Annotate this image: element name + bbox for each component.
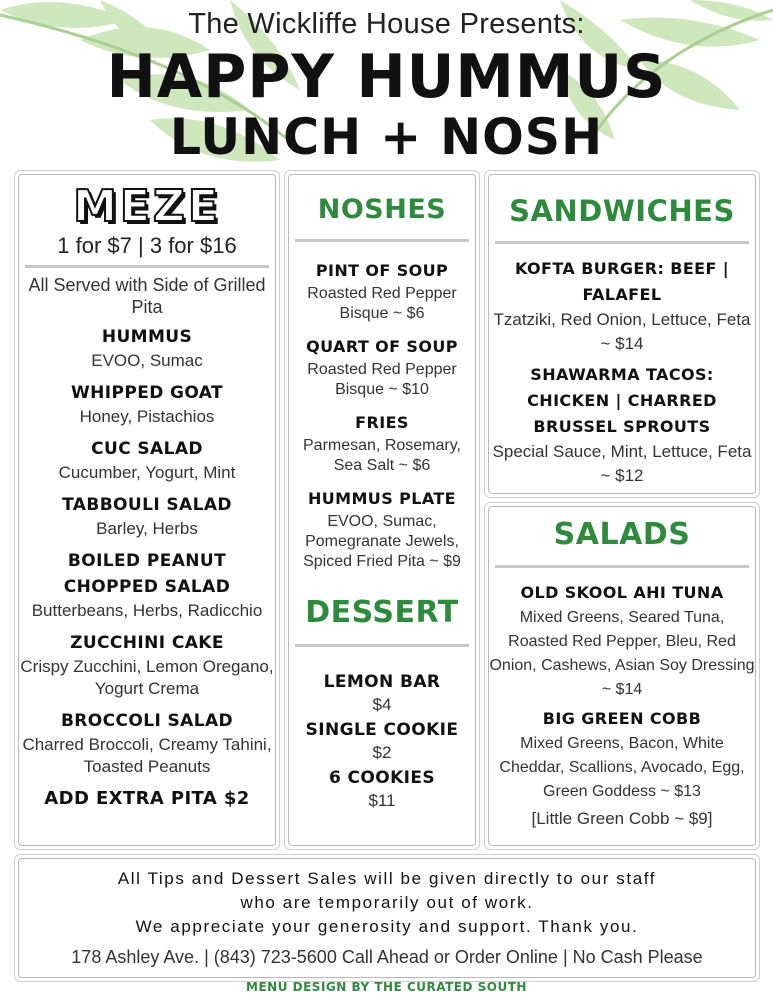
meze-item bbox=[19, 380, 275, 428]
item-description: EVOO, Sumac, Pomegranate Jewels, Spiced Fried Pita ~ $9 bbox=[303, 513, 461, 570]
item-name: BOILED PEANUT CHOPPED SALAD bbox=[63, 551, 231, 597]
salad-item bbox=[489, 580, 755, 702]
item-description: Special Sauce, Mint, Lettuce, Feta ~ $12 bbox=[492, 442, 752, 485]
item-name: KOFTA BURGER: BEEF | FALAFEL bbox=[514, 259, 730, 304]
item-name: 6 COOKIES bbox=[328, 768, 436, 788]
meze-item bbox=[19, 708, 275, 778]
salad-item bbox=[489, 706, 755, 804]
item-name: OLD SKOOL AHI TUNA bbox=[520, 583, 724, 602]
item-name: BROCCOLI SALAD bbox=[60, 711, 234, 731]
meze-heading: MEZE bbox=[73, 181, 221, 232]
item-description: Mixed Greens, Seared Tuna, Roasted Red Pepper, Bleu, Red Onion, Cashews, Asian Soy Dressing ~ $14 bbox=[489, 609, 755, 698]
dessert-item bbox=[289, 669, 475, 715]
footer-line-1: All Tips and Dessert Sales will be given directly to our staff bbox=[117, 869, 657, 888]
item-description: Honey, Pistachios bbox=[79, 407, 215, 426]
item-name: ZUCCHINI CAKE bbox=[70, 633, 224, 653]
item-description: Butterbeans, Herbs, Radicchio bbox=[31, 601, 263, 620]
nosh-item bbox=[289, 410, 475, 476]
item-name: SINGLE COOKIE bbox=[305, 720, 459, 740]
sandwiches-heading: SANDWICHES bbox=[509, 194, 735, 228]
item-price: $4 bbox=[372, 695, 392, 714]
item-name: TABBOULI SALAD bbox=[62, 495, 232, 515]
item-description: Barley, Herbs bbox=[96, 519, 198, 538]
item-description: Crispy Zucchini, Lemon Oregano, Yogurt Crema bbox=[20, 657, 274, 698]
item-description: Roasted Red Pepper Bisque ~ $10 bbox=[307, 361, 457, 398]
item-description: Mixed Greens, Bacon, White Cheddar, Scallions, Avocado, Egg, Green Goddess ~ $13 bbox=[499, 735, 745, 800]
sandwiches-panel bbox=[488, 174, 756, 494]
sandwich-item bbox=[489, 362, 755, 488]
item-description: Charred Broccoli, Creamy Tahini, Toasted Peanuts bbox=[22, 735, 272, 776]
salads-panel bbox=[488, 506, 756, 846]
item-description: Tzatziki, Red Onion, Lettuce, Feta ~ $14 bbox=[493, 310, 751, 353]
footer-line-3: We appreciate your generosity and support. Thank you. bbox=[135, 917, 639, 936]
salads-heading: SALADS bbox=[553, 517, 691, 552]
nosh-item bbox=[289, 486, 475, 572]
footer-panel bbox=[18, 858, 756, 978]
item-name: SHAWARMA TACOS: CHICKEN | CHARRED BRUSSEL SPROUTS bbox=[527, 365, 717, 436]
noshes-heading: NOSHES bbox=[317, 194, 447, 225]
item-name: WHIPPED GOAT bbox=[70, 383, 224, 403]
item-name: HUMMUS PLATE bbox=[307, 489, 457, 508]
dessert-item bbox=[289, 717, 475, 763]
item-description: Roasted Red Pepper Bisque ~ $6 bbox=[307, 285, 457, 322]
item-name: PINT OF SOUP bbox=[315, 261, 449, 280]
footer-address: 178 Ashley Ave. | (843) 723-5600 Call Ahead or Order Online | No Cash Please bbox=[71, 947, 703, 967]
footer-line-2: who are temporarily out of work. bbox=[240, 893, 534, 912]
item-name: HUMMUS bbox=[101, 327, 193, 347]
meze-item bbox=[19, 630, 275, 700]
divider bbox=[495, 565, 749, 568]
meze-item bbox=[19, 548, 275, 622]
title-line-1: HAPPY HUMMUS bbox=[106, 42, 667, 112]
nosh-item bbox=[289, 334, 475, 400]
item-description: Cucumber, Yogurt, Mint bbox=[58, 463, 236, 482]
divider bbox=[25, 265, 269, 268]
meze-item bbox=[19, 436, 275, 484]
meze-item bbox=[19, 324, 275, 372]
divider bbox=[295, 644, 469, 647]
item-description: EVOO, Sumac bbox=[91, 351, 203, 370]
sandwich-item bbox=[489, 256, 755, 356]
item-name: LEMON BAR bbox=[323, 672, 441, 692]
meze-price: 1 for $7 | 3 for $16 bbox=[57, 233, 237, 258]
nosh-item bbox=[289, 258, 475, 324]
item-description: Parmesan, Rosemary, Sea Salt ~ $6 bbox=[303, 437, 461, 474]
dessert-heading: DESSERT bbox=[305, 595, 459, 630]
item-name: BIG GREEN COBB bbox=[542, 709, 702, 728]
item-price: $2 bbox=[372, 743, 392, 762]
title-line-2: LUNCH + NOSH bbox=[169, 108, 604, 166]
little-cobb-note: [Little Green Cobb ~ $9] bbox=[531, 809, 713, 828]
divider bbox=[295, 239, 469, 242]
extra-pita: ADD EXTRA PITA $2 bbox=[44, 788, 250, 809]
meze-panel bbox=[18, 174, 276, 846]
presenter-line: The Wickliffe House Presents: bbox=[188, 8, 585, 40]
meze-item bbox=[19, 492, 275, 540]
item-name: CUC SALAD bbox=[91, 439, 203, 459]
item-price: $11 bbox=[368, 791, 396, 810]
divider bbox=[495, 241, 749, 244]
meze-note: All Served with Side of Grilled Pita bbox=[28, 275, 266, 317]
dessert-item bbox=[289, 765, 475, 811]
item-name: QUART OF SOUP bbox=[306, 337, 458, 356]
noshes-panel bbox=[288, 174, 476, 846]
item-name: FRIES bbox=[355, 413, 409, 432]
design-credit: MENU DESIGN BY THE CURATED SOUTH bbox=[246, 980, 527, 994]
